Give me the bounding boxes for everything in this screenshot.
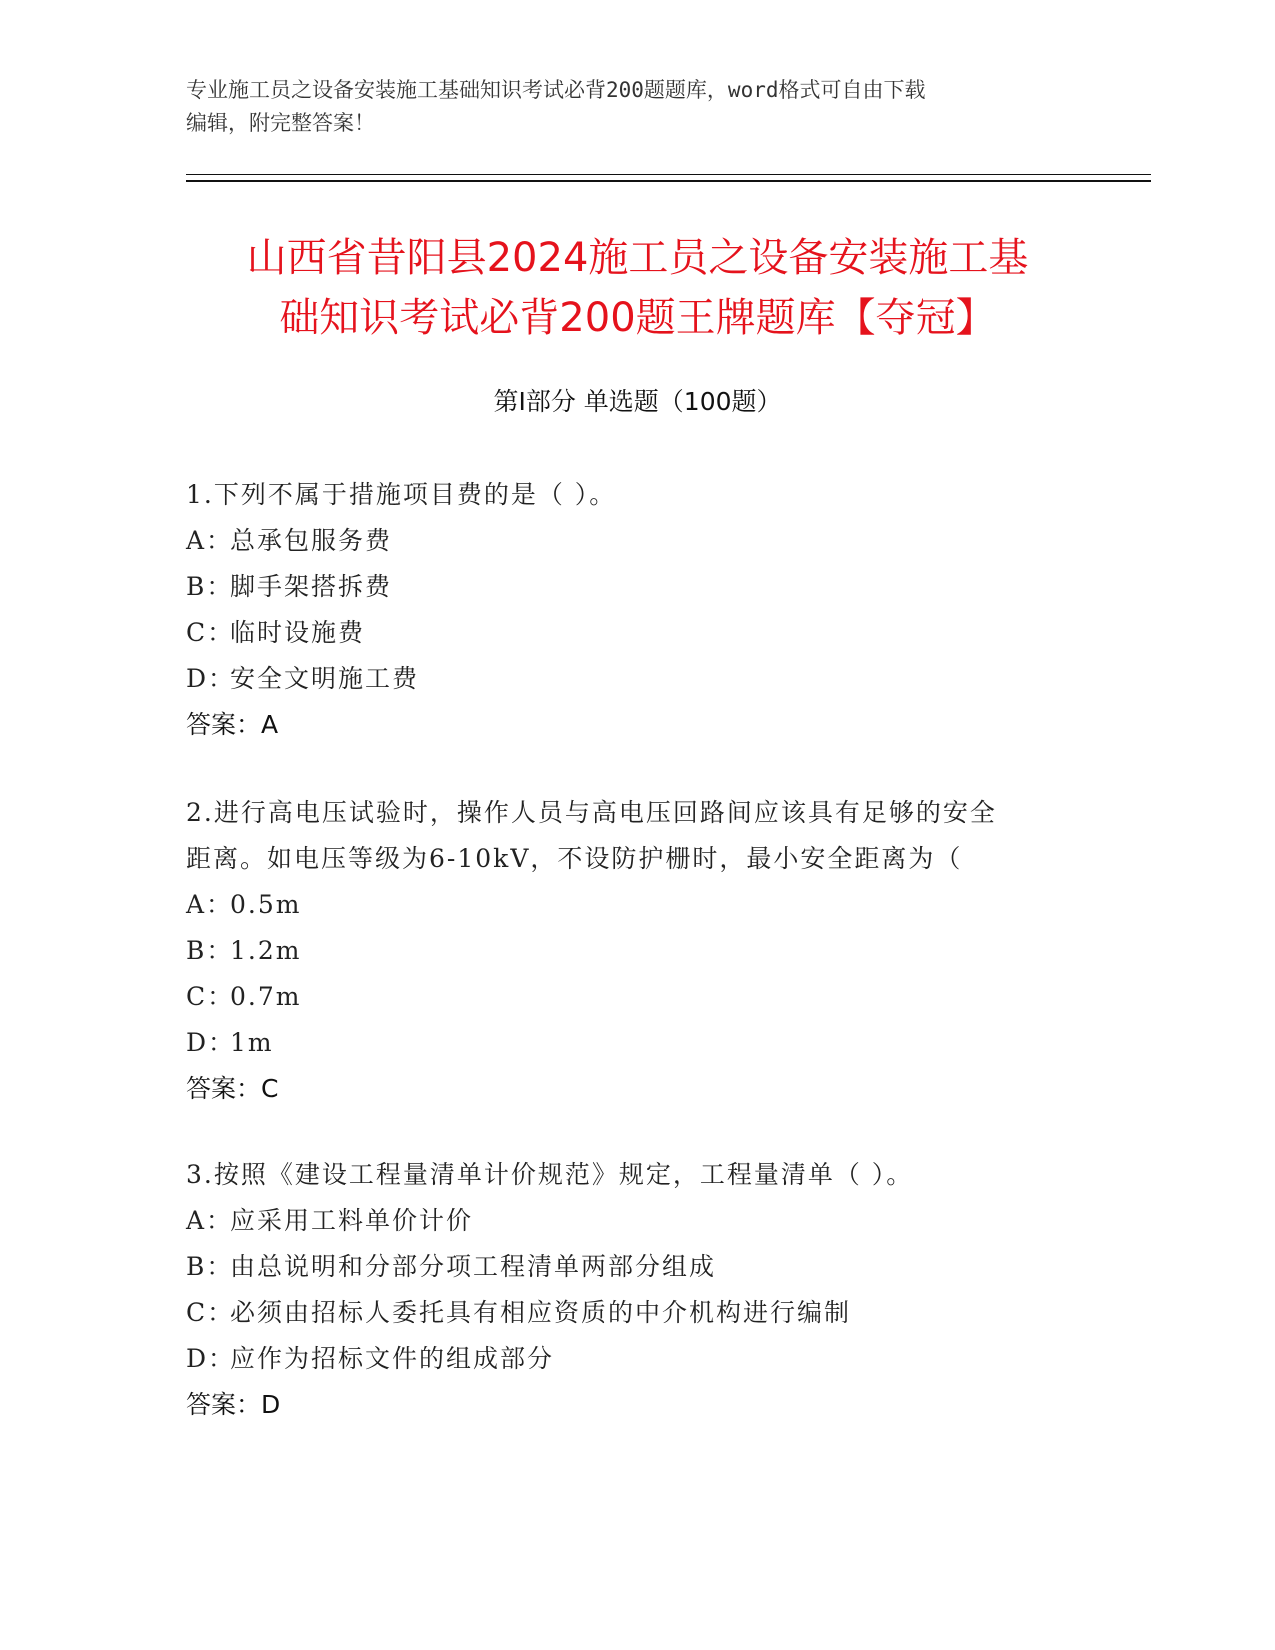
section-title: 第I部分 单选题（100题）: [493, 387, 782, 416]
option-d: [186, 656, 1106, 702]
option-key: C：: [186, 1298, 235, 1327]
option-text: 临时设施费: [230, 618, 366, 647]
option-a: [186, 882, 1106, 928]
option-key: B：: [186, 1252, 234, 1281]
option-c: [186, 1290, 1106, 1336]
option-text: 脚手架搭拆费: [230, 572, 393, 601]
question-text: [186, 472, 1106, 518]
answer-line: 答案：A: [186, 710, 279, 739]
question-text-line: 2.进行高电压试验时，操作人员与高电压回路间应该具有足够的安全: [186, 798, 997, 827]
document-title: [150, 228, 1125, 348]
option-key: D：: [186, 1344, 236, 1373]
option-b: [186, 928, 1106, 974]
question-block: [186, 790, 1106, 1112]
option-text: 由总说明和分部分项工程清单两部分组成: [230, 1252, 717, 1281]
option-text: 安全文明施工费: [230, 664, 420, 693]
header-divider-thick: [186, 180, 1151, 182]
option-text: 应作为招标文件的组成部分: [230, 1344, 555, 1373]
answer-line: 答案：D: [186, 1390, 281, 1419]
header-note: [186, 74, 1086, 140]
question-block: [186, 472, 1106, 748]
option-b: [186, 1244, 1106, 1290]
option-text: 应采用工料单价计价: [230, 1206, 474, 1235]
option-text: 0.5m: [230, 890, 302, 919]
option-c: [186, 974, 1106, 1020]
option-a: [186, 518, 1106, 564]
option-key: B：: [186, 572, 234, 601]
option-text: 1.2m: [230, 936, 302, 965]
question-text: [186, 1152, 1106, 1198]
option-key: D：: [186, 664, 236, 693]
answer-line: 答案：C: [186, 1074, 279, 1103]
document-title-line: 山西省昔阳县2024施工员之设备安装施工基: [246, 235, 1029, 281]
option-text: 总承包服务费: [230, 526, 393, 555]
header-note-line: 专业施工员之设备安装施工基础知识考试必背200题题库，word格式可自由下载: [186, 78, 926, 102]
question-text-line: 1.下列不属于措施项目费的是（ ）。: [186, 480, 617, 509]
option-key: A：: [186, 890, 234, 919]
option-b: [186, 564, 1106, 610]
option-a: [186, 1198, 1106, 1244]
header-divider-thin: [186, 174, 1151, 175]
option-d: [186, 1020, 1106, 1066]
option-text: 0.7m: [230, 982, 302, 1011]
option-text: 必须由招标人委托具有相应资质的中介机构进行编制: [230, 1298, 852, 1327]
header-note-line: 编辑，附完整答案！: [186, 111, 375, 135]
option-d: [186, 1336, 1106, 1382]
question-text-line: 距离。如电压等级为6-10kV，不设防护栅时，最小安全距离为（: [186, 844, 963, 873]
question-text: [186, 790, 1106, 882]
option-key: C：: [186, 982, 235, 1011]
option-key: D：: [186, 1028, 236, 1057]
document-title-line: 础知识考试必背200题王牌题库【夺冠】: [279, 295, 996, 341]
option-text: 1m: [230, 1028, 274, 1057]
option-key: C：: [186, 618, 235, 647]
option-key: B：: [186, 936, 234, 965]
option-key: A：: [186, 526, 234, 555]
option-key: A：: [186, 1206, 234, 1235]
question-text-line: 3.按照《建设工程量清单计价规范》规定，工程量清单（ ）。: [186, 1160, 914, 1189]
question-block: [186, 1152, 1106, 1428]
option-c: [186, 610, 1106, 656]
